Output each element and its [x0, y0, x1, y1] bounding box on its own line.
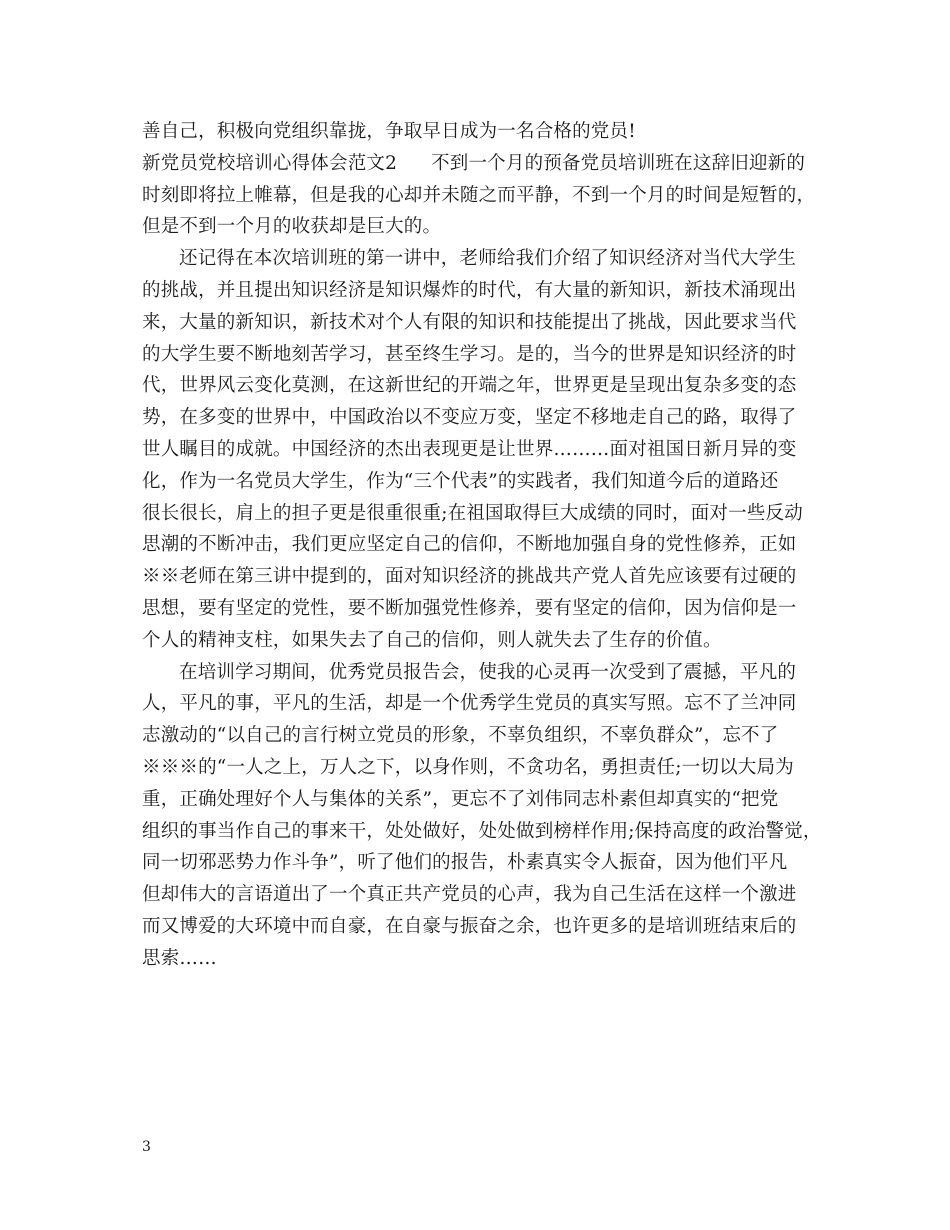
paragraph-2-line-2: 的挑战，并且提出知识经济是知识爆炸的时代，有大量的新知识，新技术涌现出 — [142, 279, 797, 301]
paragraph-3-line-3: 志激动的“以自己的言行树立党员的形象，不辜负组织，不辜负群众”，忘不了 — [142, 725, 779, 747]
opening-line: 善自己，积极向党组织靠拢，争取早日成为一名合格的党员! — [142, 121, 636, 142]
paragraph-3-line-8: 但却伟大的言语道出了一个真正共产党员的心声，我为自己生活在这样一个激进 — [142, 884, 797, 906]
paragraph-3-line-6: 组织的事当作自己的事来干，处处做好，处处做到榜样作用;保持高度的政治警觉， — [142, 820, 822, 842]
paragraph-3-line-2: 人，平凡的事，平凡的生活，却是一个优秀学生党员的真实写照。忘不了兰冲同 — [142, 693, 797, 715]
paragraph-2-line-6: 势，在多变的世界中，中国政治以不变应万变，坚定不移地走自己的路，取得了 — [142, 407, 797, 429]
page-number: 3 — [142, 1139, 151, 1155]
paragraph-2-line-7: 世人瞩目的成就。中国经济的杰出表现更是让世界………面对祖国日新月异的变 — [142, 438, 797, 460]
paragraph-3-line-9: 而又博爱的大环境中而自豪，在自豪与振奋之余，也许更多的是培训班结束后的 — [142, 915, 797, 937]
paragraph-2-line-9: 很长很长，肩上的担子更是很重很重;在祖国取得巨大成绩的同时，面对一些反动 — [142, 502, 803, 524]
paragraph-3-line-5: 重，正确处理好个人与集体的关系”，更忘不了刘伟同志朴素但却真实的“把党 — [142, 788, 779, 810]
paragraph-2-line-13: 个人的精神支柱，如果失去了自己的信仰，则人就失去了生存的价值。 — [142, 629, 722, 651]
document-body — [142, 116, 820, 975]
paragraph-2-line-12: 思想，要有坚定的党性，要不断加强党性修养，要有坚定的信仰，因为信仰是一 — [142, 597, 797, 619]
paragraph-2-line-3: 来，大量的新知识，新技术对个人有限的知识和技能提出了挑战，因此要求当代 — [142, 311, 797, 333]
paragraph-2-line-10: 思潮的不断冲击，我们更应坚定自己的信仰，不断地加强自身的党性修养，正如 — [142, 534, 797, 556]
paragraph-3-line-1: 在培训学习期间，优秀党员报告会，使我的心灵再一次受到了震撼，平凡的 — [179, 661, 797, 683]
intro-line-2: 时刻即将拉上帷幕，但是我的心却并未随之而平静，不到一个月的时间是短暂的， — [142, 184, 816, 206]
paragraph-2-line-4: 的大学生要不断地刻苦学习，甚至终生学习。是的，当今的世界是知识经济的时 — [142, 343, 797, 365]
essay-title-line — [142, 148, 820, 180]
intro-line-1: 不到一个月的预备党员培训班在这辞旧迎新的 — [431, 152, 806, 174]
paragraph-2-line-5: 代，世界风云变化莫测，在这新世纪的开端之年，世界更是呈现出复杂多变的态 — [142, 375, 797, 397]
paragraph-2-line-1: 还记得在本次培训班的第一讲中，老师给我们介绍了知识经济对当代大学生 — [179, 248, 797, 270]
paragraph-3-line-7: 同一切邪恶势力作斗争”，听了他们的报告，朴素真实令人振奋，因为他们平凡 — [142, 852, 788, 874]
paragraph-3-line-4: ※※※的“一人之上，万人之下，以身作则，不贪功名，勇担责任;一切以大局为 — [142, 756, 794, 778]
intro-line-3: 但是不到一个月的收获却是巨大的。 — [142, 216, 442, 238]
paragraph-2-line-11: ※※老师在第三讲中提到的，面对知识经济的挑战共产党人首先应该要有过硬的 — [142, 566, 797, 588]
essay-title: 新党员党校培训心得体会范文2 — [142, 152, 398, 174]
paragraph-2-line-8: 化，作为一名党员大学生，作为“三个代表”的实践者，我们知道今后的道路还 — [142, 470, 779, 492]
paragraph-3-line-10: 思索…… — [142, 947, 217, 969]
